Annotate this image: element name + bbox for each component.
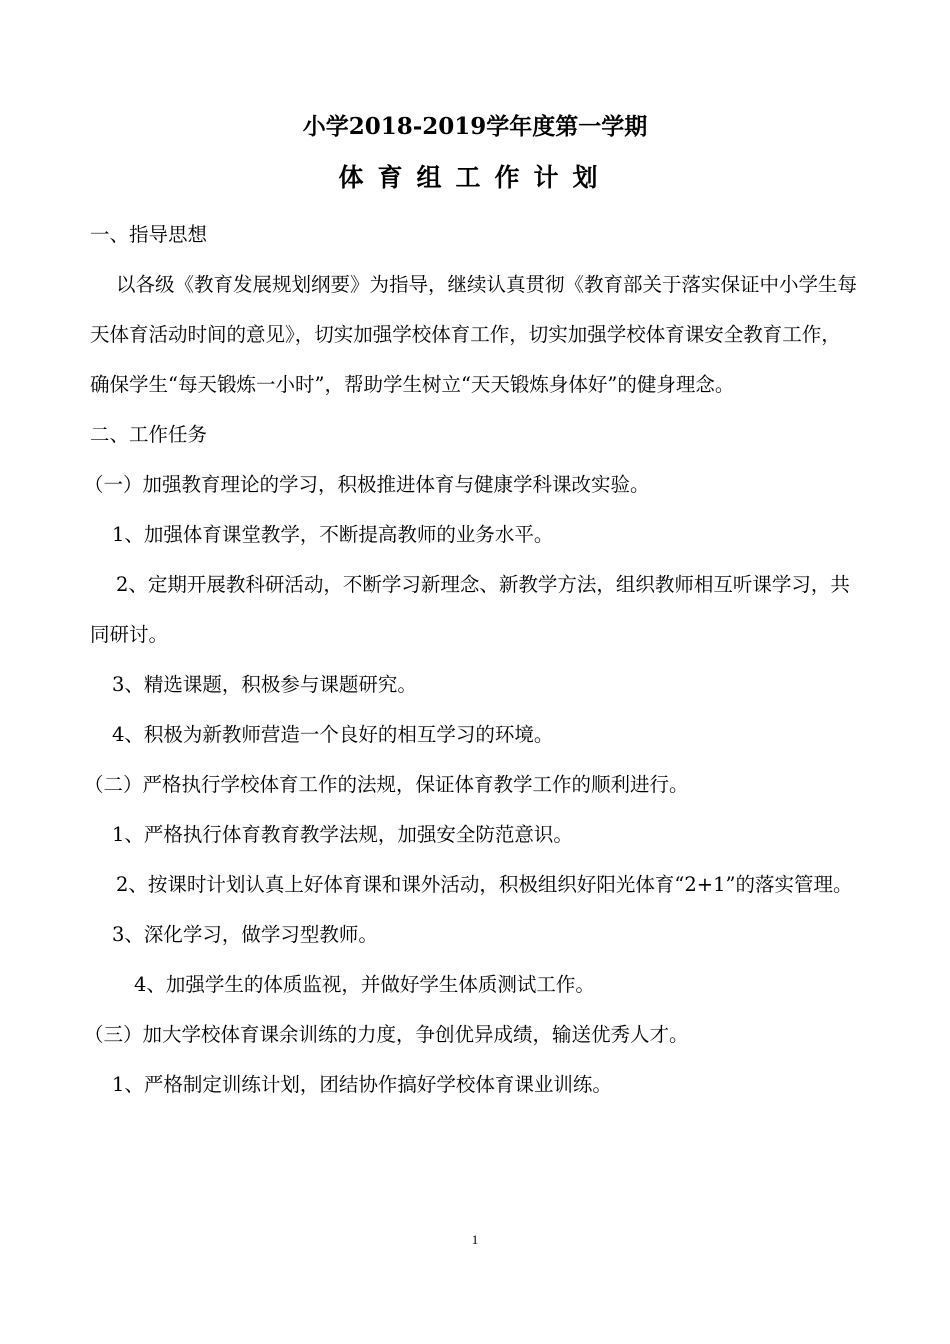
list-item: 3、深化学习，做学习型教师。 xyxy=(112,923,378,946)
guiding-ideology-paragraph: 以各级《教育发展规划纲要》为指导，继续认真贯彻《教育部关于落实保证中小学生每天体育活动时间的意见》，切实加强学校体育工作，切实加强学校体育课安全教育工作，确保学生“每天锻炼一小时”，帮助学生树立“天天锻炼身体好”的健身理念。 xyxy=(90,273,858,396)
document-subtitle: 体育组工作计划 xyxy=(338,163,612,192)
list-item: 2、定期开展教科研活动，不断学习新理念、新教学方法，组织教师相互听课学习，共同研讨。 xyxy=(90,573,850,646)
list-item: 4、加强学生的体质监视，并做好学生体质测试工作。 xyxy=(134,973,595,996)
list-item: 1、加强体育课堂教学，不断提高教师的业务水平。 xyxy=(112,523,554,546)
part-two-heading: （二）严格执行学校体育工作的法规，保证体育教学工作的顺利进行。 xyxy=(84,773,689,796)
section-heading-work-tasks: 二、工作任务 xyxy=(90,423,208,446)
list-item: 2、按课时计划认真上好体育课和课外活动，积极组织好阳光体育“2+1”的落实管理。 xyxy=(116,873,853,896)
document-title: 小学2018-2019学年度第一学期 xyxy=(302,113,648,140)
document-body xyxy=(84,210,860,1110)
section-heading-guiding-ideology: 一、指导思想 xyxy=(90,223,208,246)
list-item: 3、精选课题，积极参与课题研究。 xyxy=(112,673,417,696)
part-three-heading: （三）加大学校体育课余训练的力度，争创优异成绩，输送优秀人才。 xyxy=(84,1023,689,1046)
part-one-heading: （一）加强教育理论的学习，积极推进体育与健康学科课改实验。 xyxy=(84,473,650,496)
list-item: 4、积极为新教师营造一个良好的相互学习的环境。 xyxy=(112,723,554,746)
list-item: 1、严格制定训练计划，团结协作搞好学校体育课业训练。 xyxy=(112,1073,612,1096)
page-number: 1 xyxy=(471,1232,479,1247)
list-item: 1、严格执行体育教育教学法规，加强安全防范意识。 xyxy=(112,823,573,846)
